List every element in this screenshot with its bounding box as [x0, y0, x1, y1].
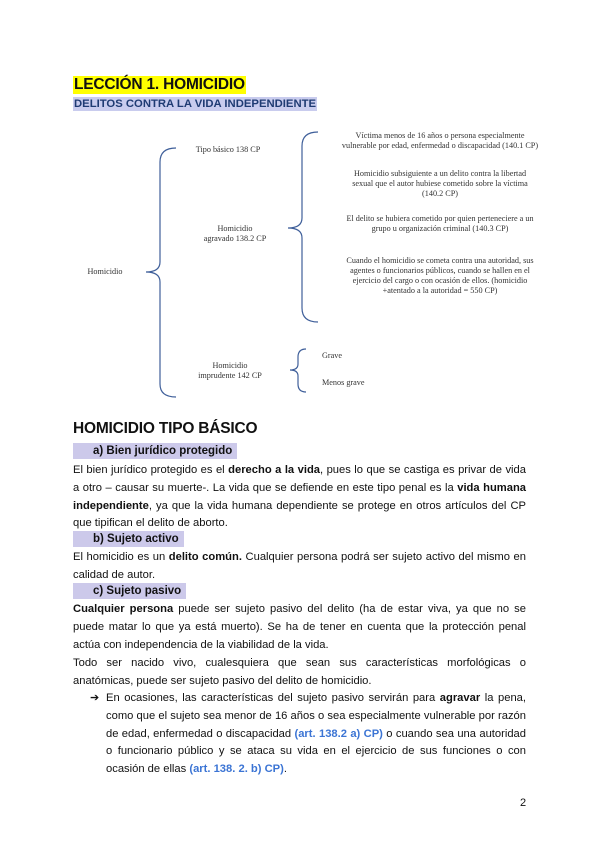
paragraph-sujeto-activo: El homicidio es un delito común. Cualquier persona podrá ser sujeto activo del mismo en calidad de autor. — [73, 551, 526, 581]
main-brace — [146, 148, 176, 397]
subheading-bien-juridico: a) Bien jurídico protegido — [73, 443, 237, 459]
subheading-sujeto-pasivo: c) Sujeto pasivo — [73, 583, 186, 599]
imprudente-brace — [290, 349, 306, 392]
imprudente-grave: Grave — [322, 351, 343, 360]
page-number: 2 — [520, 797, 527, 809]
paragraph-sujeto-pasivo-2: Todo ser nacido vivo, cualesquiera que sean sus características morfológicas o anatómicas, puede ser sujeto pasivo del delito de homicidio. — [73, 657, 526, 687]
agravante-2: Homicidio subsiguiente a un delito contra la libertad sexual que el autor hubiese cometido sobre la víctima (140.2 CP) — [352, 169, 528, 198]
page-subtitle: DELITOS CONTRA LA VIDA INDEPENDIENTE — [74, 98, 317, 110]
diagram-imprudente: Homicidio imprudente 142 CP — [198, 361, 262, 380]
homicidio-diagram — [0, 0, 600, 420]
diagram-basico: Tipo básico 138 CP — [195, 145, 261, 154]
subheading-sujeto-activo: b) Sujeto activo — [73, 531, 184, 547]
paragraph-sujeto-pasivo-1: Cualquier persona puede ser sujeto pasivo del delito (ha de estar viva, ya que no se puede matar lo que ya está muerto). Se ha de tener en cuenta que la protección penal actúa con independencia de la viabilidad de la vida. — [73, 603, 526, 651]
page-title: LECCIÓN 1. HOMICIDIO — [74, 76, 245, 93]
arrow-icon: ➔ — [90, 692, 100, 704]
agravado-brace — [288, 132, 318, 322]
citation-138-2a: (art. 138.2 a) CP) — [294, 727, 383, 740]
section-heading: HOMICIDIO TIPO BÁSICO — [73, 420, 258, 437]
diagram-root: Homicidio — [87, 267, 123, 276]
paragraph-bien-juridico: El bien jurídico protegido es el derecho a la vida, pues lo que se castiga es privar de vida a otro – causar su muerte-. La vida que se defiende en este tipo penal es la vida humana independiente, ya que la vida humana dependiente se protege en otros artículos del CP que tipifican el delito de aborto. — [73, 464, 526, 530]
citation-138-2b: (art. 138. 2. b) CP) — [189, 763, 284, 776]
bullet-agravantes: ➔ En ocasiones, las características del sujeto pasivo servirán para agravar la pena, como que el sujeto sea menor de 16 años o sea especialmente vulnerable por razón de edad, enfermedad o discapacidad (art. 138.2 a) CP) o cuando sea una autoridad o funcionario público y se ataca su vida en el ejercicio de sus funciones o con ocasión de ellas (art. 138. 2. b) CP). — [90, 692, 527, 776]
agravante-3: El delito se hubiera cometido por quien perteneciere a un grupo u organización criminal (140.3 CP) — [346, 214, 534, 233]
agravante-1: Víctima menos de 16 años o persona especialmente vulnerable por edad, enfermedad o discapacidad (140.1 CP) — [341, 131, 539, 150]
imprudente-menos-grave: Menos grave — [322, 378, 365, 387]
diagram-agravado: Homicidio agravado 138.2 CP — [203, 224, 267, 243]
agravante-4: Cuando el homicidio se cometa contra una autoridad, sus agentes o funcionarios públicos, cuando se hallen en el ejercicio del cargo o con ocasión de ellos. (homicidio +atentado a la autoridad = 550 CP) — [346, 256, 534, 295]
